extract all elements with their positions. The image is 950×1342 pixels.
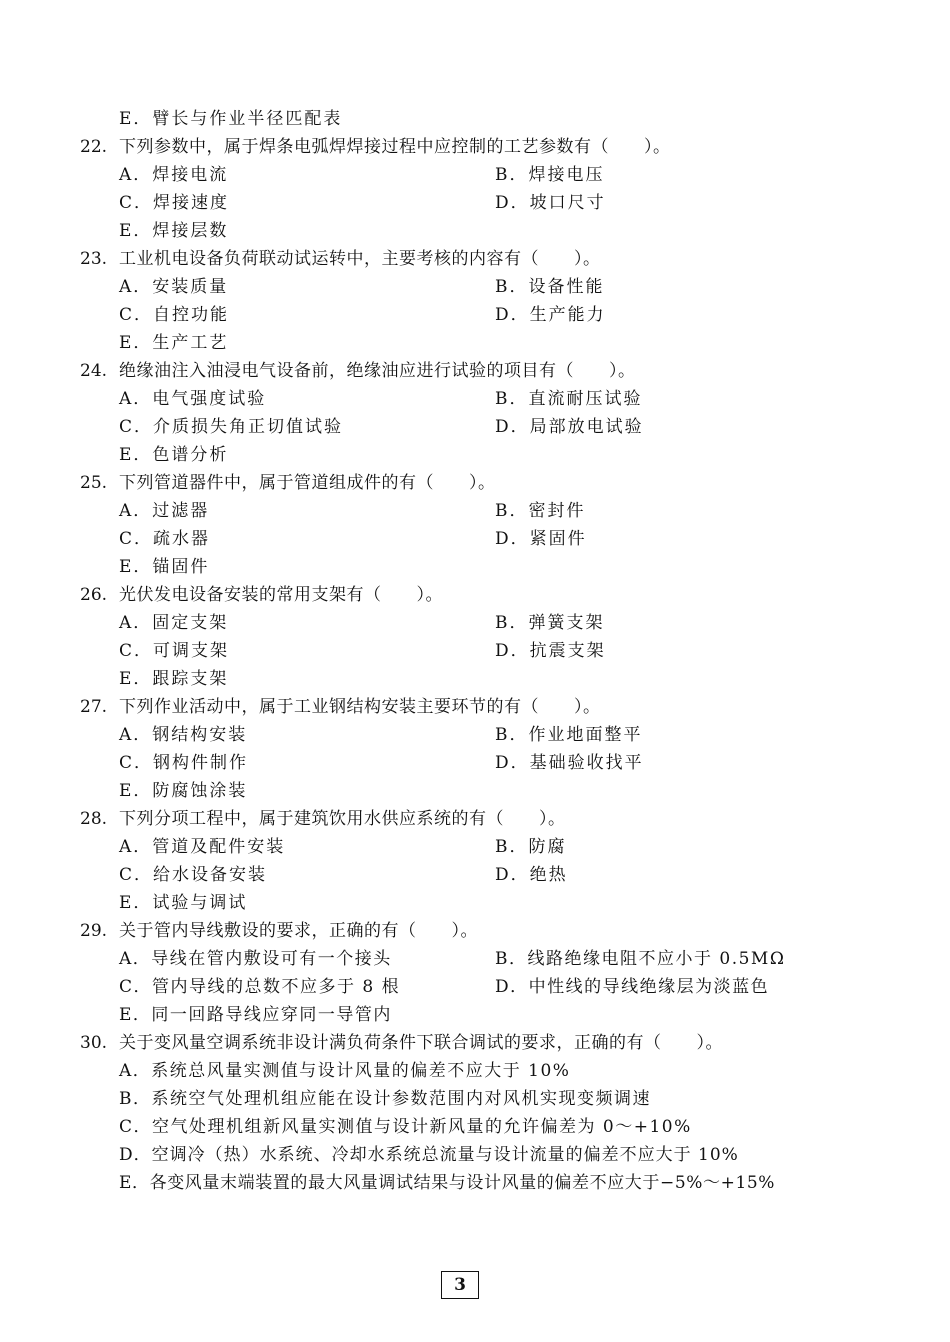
option-27-B: B．作业地面整平 (495, 725, 643, 745)
option-28-B: B．防腐 (495, 837, 567, 857)
option-29-E: E．同一回路导线应穿同一导管内 (119, 1005, 392, 1025)
question-23-stem: 工业机电设备负荷联动试运转中，主要考核的内容有（ ）。 (119, 249, 601, 269)
page-number: 3 (441, 1271, 479, 1299)
option-26-B: B．弹簧支架 (495, 613, 605, 633)
option-26-C: C．可调支架 (119, 641, 230, 661)
question-30-stem: 关于变风量空调系统非设计满负荷条件下联合调试的要求，正确的有（ ）。 (119, 1033, 723, 1053)
option-24-C: C．介质损失角正切值试验 (119, 417, 344, 437)
question-28-number: 28. (80, 809, 108, 829)
question-26-number: 26. (80, 585, 108, 605)
question-28-stem: 下列分项工程中，属于建筑饮用水供应系统的有（ ）。 (119, 809, 566, 829)
option-22-C: C．焊接速度 (119, 193, 230, 213)
option-28-A: A．管道及配件安装 (119, 837, 286, 857)
option-30-C: C．空气处理机组新风量实测值与设计新风量的允许偏差为 0～+10% (119, 1117, 692, 1137)
option-27-E: E．防腐蚀涂装 (119, 781, 248, 801)
option-23-A: A．安装质量 (119, 277, 229, 297)
option-27-D: D．基础验收找平 (495, 753, 644, 773)
option-26-E: E．跟踪支架 (119, 669, 229, 689)
option-23-B: B．设备性能 (495, 277, 605, 297)
option-25-D: D．紧固件 (495, 529, 587, 549)
option-27-A: A．钢结构安装 (119, 725, 248, 745)
option-30-D: D．空调冷（热）水系统、冷却水系统总流量与设计流量的偏差不应大于 10% (119, 1145, 739, 1165)
question-23-number: 23. (80, 249, 108, 269)
option-28-E: E．试验与调试 (119, 893, 248, 913)
question-25-stem: 下列管道器件中，属于管道组成件的有（ ）。 (119, 473, 496, 493)
option-22-B: B．焊接电压 (495, 165, 605, 185)
option-30-E: E．各变风量末端装置的最大风量调试结果与设计风量的偏差不应大于−5%～+15% (119, 1173, 776, 1193)
option-30-B: B．系统空气处理机组应能在设计参数范围内对风机实现变频调速 (119, 1089, 651, 1109)
option-24-B: B．直流耐压试验 (495, 389, 643, 409)
question-22-number: 22. (80, 137, 108, 157)
option-25-C: C．疏水器 (119, 529, 211, 549)
option-28-C: C．给水设备安装 (119, 865, 268, 885)
option-30-A: A．系统总风量实测值与设计风量的偏差不应大于 10% (119, 1061, 571, 1081)
question-27-number: 27. (80, 697, 108, 717)
option-26-A: A．固定支架 (119, 613, 229, 633)
option-24-A: A．电气强度试验 (119, 389, 267, 409)
option-27-C: C．钢构件制作 (119, 753, 249, 773)
option-21-E: E．臂长与作业半径匹配表 (119, 109, 343, 129)
option-26-D: D．抗震支架 (495, 641, 606, 661)
option-22-D: D．坡口尺寸 (495, 193, 606, 213)
option-29-D: D．中性线的导线绝缘层为淡蓝色 (495, 977, 770, 997)
option-25-E: E．锚固件 (119, 557, 210, 577)
option-28-D: D．绝热 (495, 865, 568, 885)
option-24-E: E．色谱分析 (119, 445, 229, 465)
question-27-stem: 下列作业活动中，属于工业钢结构安装主要环节的有（ ）。 (119, 697, 601, 717)
option-29-A: A．导线在管内敷设可有一个接头 (119, 949, 392, 969)
question-26-stem: 光伏发电设备安装的常用支架有（ ）。 (119, 585, 443, 605)
option-23-D: D．生产能力 (495, 305, 606, 325)
option-29-B: B．线路绝缘电阻不应小于 0.5MΩ (495, 949, 786, 969)
option-22-E: E．焊接层数 (119, 221, 229, 241)
question-29-number: 29. (80, 921, 108, 941)
question-25-number: 25. (80, 473, 108, 493)
question-30-number: 30. (80, 1033, 108, 1053)
question-29-stem: 关于管内导线敷设的要求，正确的有（ ）。 (119, 921, 478, 941)
option-25-B: B．密封件 (495, 501, 586, 521)
option-25-A: A．过滤器 (119, 501, 210, 521)
option-24-D: D．局部放电试验 (495, 417, 644, 437)
option-22-A: A．焊接电流 (119, 165, 229, 185)
option-29-C: C．管内导线的总数不应多于 8 根 (119, 977, 401, 997)
option-23-C: C．自控功能 (119, 305, 230, 325)
option-23-E: E．生产工艺 (119, 333, 229, 353)
question-22-stem: 下列参数中，属于焊条电弧焊焊接过程中应控制的工艺参数有（ ）。 (119, 137, 671, 157)
question-24-stem: 绝缘油注入油浸电气设备前，绝缘油应进行试验的项目有（ ）。 (119, 361, 636, 381)
question-24-number: 24. (80, 361, 108, 381)
